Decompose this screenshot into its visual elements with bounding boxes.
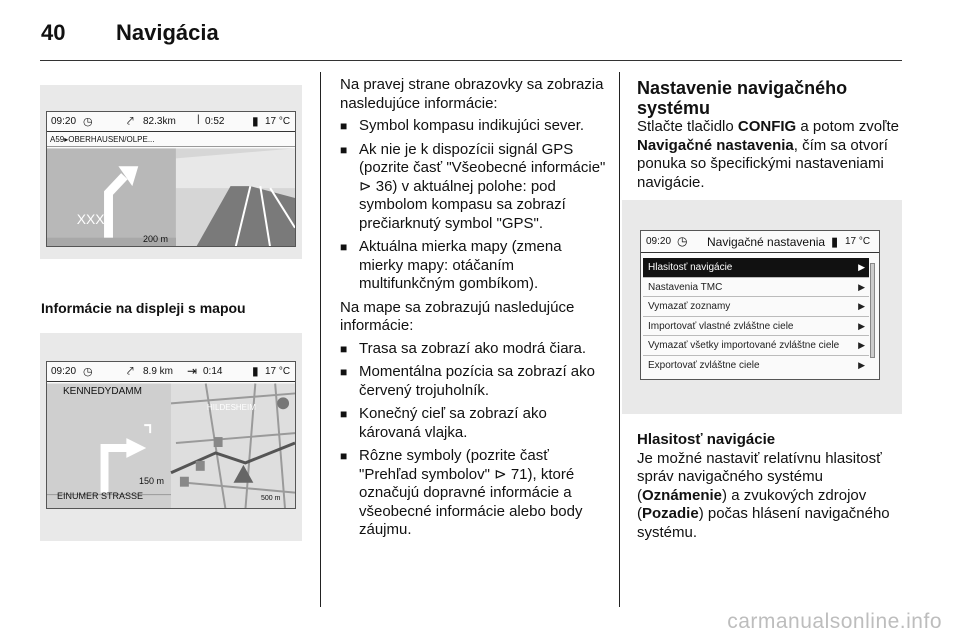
list-item: ■ Symbol kompasu indikujúci sever. (340, 117, 606, 136)
list-item: ■ Ak nie je k dispozícii signál GPS (pozrite časť "Všeobecné informácie" ⊳ 36) v aktuálnej polohe: pod symbolom kompasu sa zobrazí prečiarknutý symbol "GPS". (340, 141, 606, 234)
screen2-street-top: KENNEDYDAMM (63, 386, 142, 397)
screen2-scale-label: 500 m (261, 495, 281, 502)
menu-item-label: Importovať vlastné zvláštne ciele (648, 320, 794, 332)
chevron-right-icon: ▶ (858, 340, 865, 350)
column-divider-1 (320, 72, 321, 607)
clock-icon: ◷ (677, 234, 688, 248)
chevron-right-icon: ▶ (858, 301, 865, 311)
screen2-temperature: 17 °C (265, 366, 291, 377)
chapter-title: Navigácia (116, 20, 219, 45)
thermometer-icon: ▮ (831, 234, 839, 249)
watermark: carmanualsonline.info (727, 610, 942, 633)
destination-arrow-icon: ⇥ (187, 364, 198, 378)
screen1-duration: 0:52 (205, 116, 225, 127)
middle-intro-2: Na mape sa zobrazujú nasledujúce informácie: (340, 298, 575, 334)
route-distance-icon: ⤤ (127, 364, 134, 378)
thermometer-icon: ▮ (252, 364, 259, 378)
screen2-turn-distance: 150 m (139, 476, 165, 486)
screen3-display (640, 230, 880, 380)
screen2-street-bottom: EINUMER STRASSE (57, 491, 144, 501)
list-item: ■ Momentálna pozícia sa zobrazí ako červený trojuholník. (340, 363, 606, 400)
volume-paragraph (637, 450, 912, 543)
chevron-right-icon: ▶ (858, 281, 865, 292)
middle-column (340, 76, 606, 545)
menu-item-delete-imported-poi[interactable] (643, 336, 869, 356)
clock-icon: ◷ (83, 116, 93, 128)
list-item: ■ Konečný cieľ sa zobrazí ako károvaná vlajka. (340, 405, 606, 442)
section-title: Nastavenie navigačného systému (637, 78, 848, 118)
chevron-right-icon: ▶ (858, 262, 865, 272)
screen2-frame (40, 333, 302, 541)
screen3-statusbar (641, 231, 879, 253)
menu-item-label: Vymazať zoznamy (648, 301, 731, 312)
screen1-display (46, 111, 296, 247)
figure-caption: Informácie na displeji s mapou (41, 300, 246, 316)
screen2-distance: 8.9 km (143, 366, 174, 377)
screen2-duration: 0:14 (203, 366, 223, 377)
screen2-city-label: HILDESHEIM (207, 403, 256, 412)
screen1-temperature: 17 °C (265, 116, 291, 127)
right-column (637, 78, 907, 196)
menu-item-import-poi[interactable] (643, 317, 869, 337)
screen1-route-label: A59▸OBERHAUSEN/OLPE... (47, 133, 295, 147)
menu-item-label: Nastavenia TMC (648, 281, 723, 293)
text-run: a potom zvoľte (796, 118, 899, 135)
menu-item-clear-lists[interactable] (643, 297, 869, 317)
list-item: ■ Aktuálna mierka mapy (zmena mierky mapy: otáčaním multifunkčným gombíkom). (340, 238, 606, 294)
screen3-title: Navigačné nastavenia (707, 235, 826, 249)
config-paragraph (637, 118, 907, 192)
list-item: ■ Rôzne symboly (pozrite časť "Prehľad symbolov" ⊳ 71), ktoré označujú dopravné informácie a všeobecné informácie alebo body záujmu. (340, 447, 606, 540)
chevron-right-icon: ▶ (858, 320, 865, 331)
screen1-map-view (47, 148, 295, 247)
bullet-list-1 (340, 117, 606, 294)
svg-text:XXX: XXX (76, 210, 105, 227)
screen2-time: 09:20 (51, 366, 77, 377)
settings-menu (643, 258, 869, 375)
header-rule (40, 60, 902, 61)
screen2-statusbar (47, 362, 295, 382)
nav-settings-label: Navigačné nastavenia (637, 136, 794, 154)
text-run: ) počas hlásení navigačného systému. (637, 505, 890, 541)
text-run: Stlačte tlačidlo (637, 118, 738, 135)
screen1-statusbar (47, 112, 295, 132)
screen1-distance: 82.3km (143, 116, 176, 127)
screen1-turn-distance: 200 m (143, 234, 169, 244)
screen2-display (46, 361, 296, 509)
list-item: ■ Trasa sa zobrazí ako modrá čiara. (340, 340, 606, 359)
menu-item-tmc[interactable] (643, 278, 869, 298)
text-run: ) a zvukových zdrojov ( (637, 486, 867, 522)
menu-item-export-poi[interactable] (643, 356, 869, 376)
menu-item-volume[interactable] (643, 258, 869, 278)
subsection-title: Hlasitosť navigácie (637, 431, 776, 448)
screen3-time: 09:20 (646, 236, 672, 247)
thermometer-icon: ▮ (252, 114, 259, 128)
screen3-frame (622, 200, 902, 414)
page-number: 40 (41, 20, 66, 45)
text-run: Je možné nastaviť relatívnu hlasitosť správ navigačného systému ( (637, 449, 882, 504)
middle-intro: Na pravej strane obrazovky sa zobrazia nasledujúce informácie: (340, 76, 604, 112)
menu-item-label: Exportovať zvláštne ciele (648, 359, 760, 371)
announcement-label: Oznámenie (642, 486, 723, 504)
right-column-lower (637, 431, 912, 546)
menu-item-label: Vymazať všetky importované zvláštne ciele (648, 340, 840, 351)
background-label: Pozadie (642, 505, 699, 522)
menu-item-label: Hlasitosť navigácie (648, 262, 733, 273)
menu-scrollbar[interactable] (870, 263, 875, 358)
separator-icon: | (197, 114, 200, 125)
screen1-time: 09:20 (51, 116, 77, 127)
chevron-right-icon: ▶ (858, 359, 865, 370)
screen3-temperature: 17 °C (845, 236, 871, 247)
config-key-label: CONFIG (737, 118, 797, 135)
column-divider-2 (619, 72, 620, 607)
route-distance-icon: ⤤ (127, 114, 134, 128)
clock-icon: ◷ (83, 366, 93, 378)
text-run: , čím sa otvorí ponuka so špecifickými nastaveniami navigácie. (637, 136, 888, 191)
screen1-frame (40, 85, 302, 259)
bullet-list-2 (340, 340, 606, 540)
